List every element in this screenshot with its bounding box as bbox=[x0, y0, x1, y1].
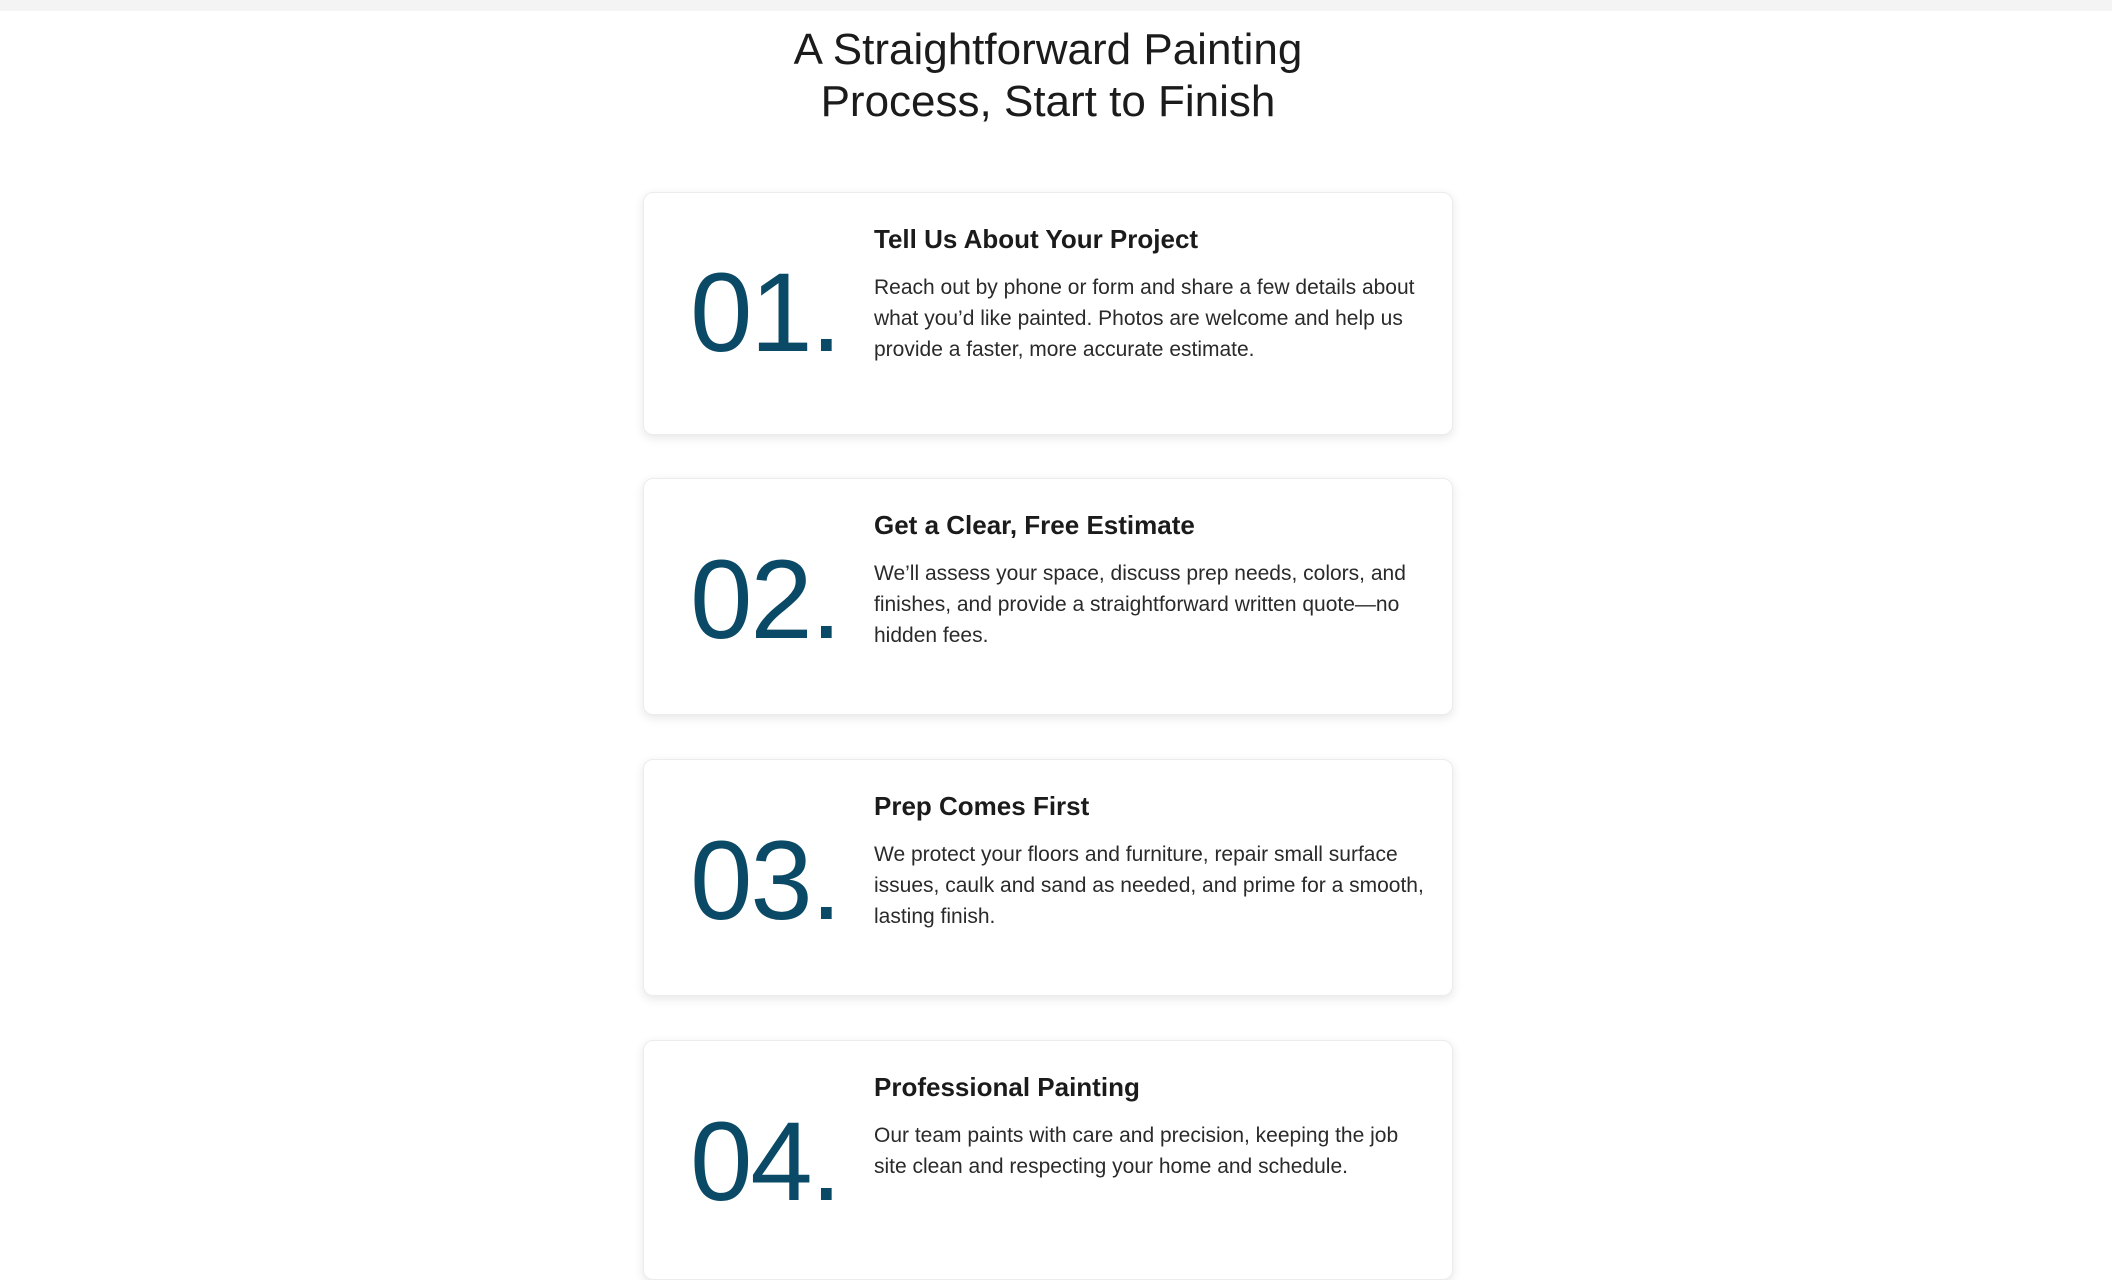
section-heading-line-1: A Straightforward Painting bbox=[793, 25, 1303, 74]
step-number: 04. bbox=[690, 1099, 840, 1224]
step-title: Get a Clear, Free Estimate bbox=[874, 510, 1195, 540]
step-description: Reach out by phone or form and share a few details about what you’d like painted. Photos are welcome and help us provide a faster, more accurate estimate. bbox=[874, 276, 1415, 361]
step-title: Tell Us About Your Project bbox=[874, 224, 1199, 254]
process-step-card bbox=[643, 759, 1453, 996]
step-number: 01. bbox=[690, 250, 840, 375]
step-title: Professional Painting bbox=[874, 1072, 1140, 1102]
step-number: 03. bbox=[690, 818, 840, 943]
process-step-card bbox=[643, 1040, 1453, 1280]
step-description: Our team paints with care and precision, keeping the job site clean and respecting your home and schedule. bbox=[874, 1124, 1399, 1178]
section-heading bbox=[0, 24, 2096, 128]
step-number: 02. bbox=[690, 537, 840, 662]
process-step-card bbox=[643, 192, 1453, 435]
step-description: We protect your floors and furniture, repair small surface issues, caulk and sand as needed, and prime for a smooth, lasting finish. bbox=[874, 843, 1424, 928]
process-step-card bbox=[643, 478, 1453, 715]
step-title: Prep Comes First bbox=[874, 791, 1090, 821]
section-heading-line-2: Process, Start to Finish bbox=[820, 77, 1276, 126]
step-description: We’ll assess your space, discuss prep needs, colors, and finishes, and provide a straightforward written quote—no hidden fees. bbox=[874, 562, 1406, 647]
